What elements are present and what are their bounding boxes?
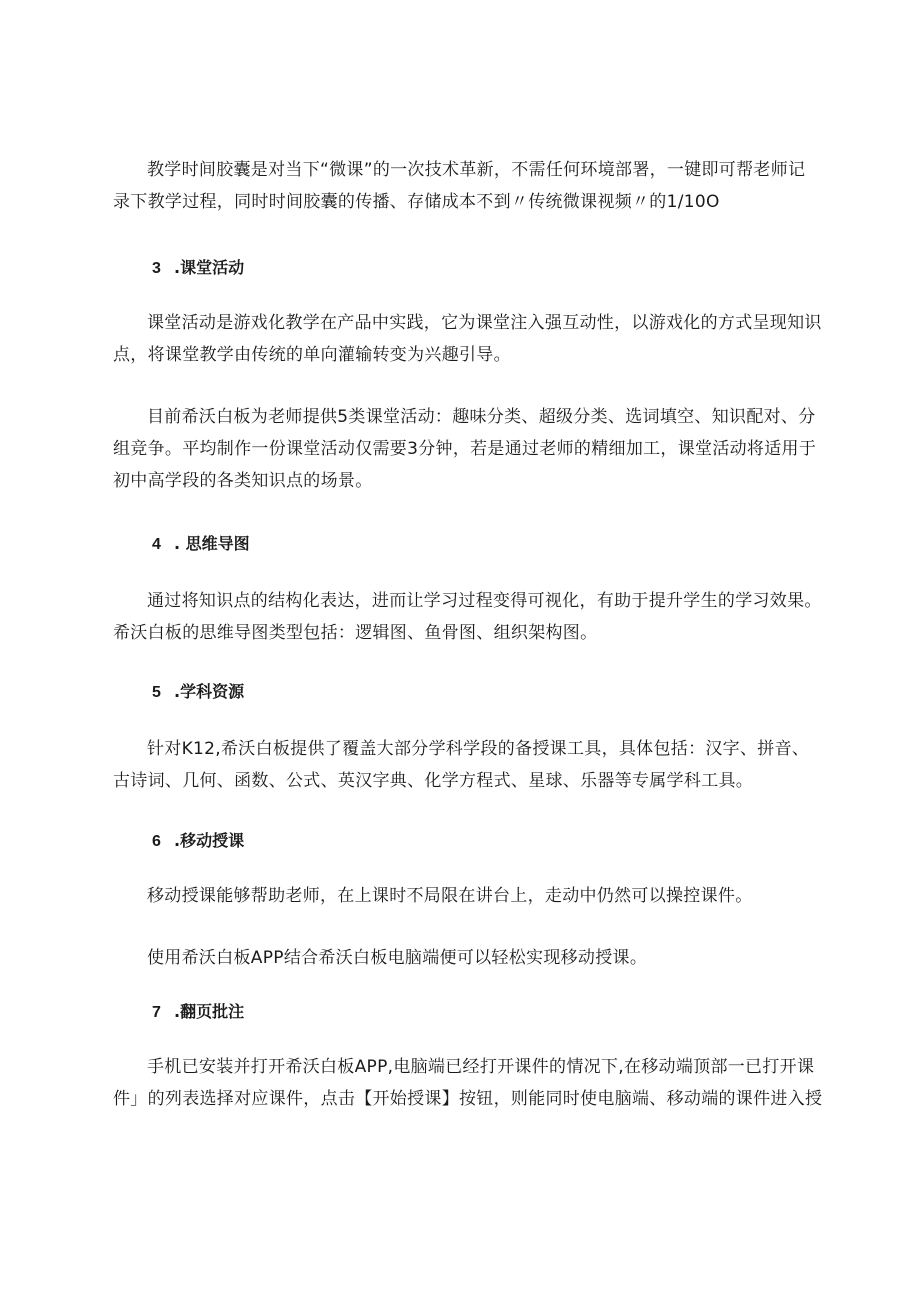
paragraph-subject-resources [113, 733, 815, 797]
text-line: 使用希沃白板APP结合希沃白板电脑端便可以轻松实现移动授课。 [147, 948, 648, 968]
paragraph-mobile-app [113, 942, 815, 974]
paragraph-time-capsule [113, 154, 815, 218]
text-line: 目前希沃白板为老师提供5类课堂活动：趣味分类、超级分类、选词填空、知识配对、分 [147, 407, 816, 427]
text-line: 通过将知识点的结构化表达，进而让学习过程变得可视化，有助于提升学生的学习效果。 [147, 591, 822, 611]
text-line: 希沃白板的思维导图类型包括：逻辑图、鱼骨图、组织架构图。 [113, 623, 598, 643]
section-title: . 思维导图 [174, 534, 250, 553]
text-line: 录下教学过程，同时时间胶囊的传播、存储成本不到〃传统微课视频〃的1/10O [113, 192, 720, 212]
section-number: 3 [152, 260, 161, 277]
text-line: 初中高学段的各类知识点的场景。 [113, 471, 373, 491]
paragraph-classroom-activities-intro [113, 307, 822, 371]
section-title: .翻页批注 [174, 1002, 245, 1021]
paragraph-classroom-activities-types [113, 401, 815, 497]
text-line: 课堂活动是游戏化教学在产品中实践，它为课堂注入强互动性，以游戏化的方式呈现知识 [147, 313, 822, 333]
section-title: .移动授课 [174, 831, 245, 850]
text-line: 件」的列表选择对应课件，点击【开始授课】按钮，则能同时使电脑端、移动端的课件进入授 [113, 1089, 823, 1109]
section-number: 6 [152, 833, 161, 850]
text-line: 教学时间胶囊是对当下“微课”的一次技术革新，不需任何环境部署，一键即可帮老师记 [147, 160, 806, 180]
text-line: 手机已安装并打开希沃白板APP,电脑端已经打开课件的情况下,在移动端顶部一已打开课 [147, 1057, 815, 1077]
text-line: 点，将课堂教学由传统的单向灌输转变为兴趣引导。 [113, 345, 511, 365]
section-number: 4 [152, 536, 161, 553]
text-line: 移动授课能够帮助老师，在上课时不局限在讲台上，走动中仍然可以操控课件。 [147, 886, 753, 906]
paragraph-mind-map [113, 585, 822, 649]
section-heading-page-annotation [152, 1000, 244, 1025]
section-number: 7 [152, 1004, 161, 1021]
section-heading-subject-resources [152, 680, 244, 705]
section-heading-mobile-teaching [152, 829, 244, 854]
text-line: 针对K12,希沃白板提供了覆盖大部分学科学段的备授课工具，具体包括：汉字、拼音、 [147, 739, 810, 759]
paragraph-mobile-teaching [113, 880, 815, 912]
section-heading-classroom-activities [152, 256, 244, 281]
section-title: .课堂活动 [174, 258, 245, 277]
section-title: .学科资源 [174, 682, 245, 701]
section-number: 5 [152, 684, 161, 701]
section-heading-mind-map [152, 532, 250, 557]
paragraph-page-annotation [113, 1051, 823, 1115]
text-line: 古诗词、几何、函数、公式、英汉字典、化学方程式、星球、乐器等专属学科工具。 [113, 771, 754, 791]
text-line: 组竞争。平均制作一份课堂活动仅需要3分钟，若是通过老师的精细加工，课堂活动将适用于 [113, 439, 817, 459]
